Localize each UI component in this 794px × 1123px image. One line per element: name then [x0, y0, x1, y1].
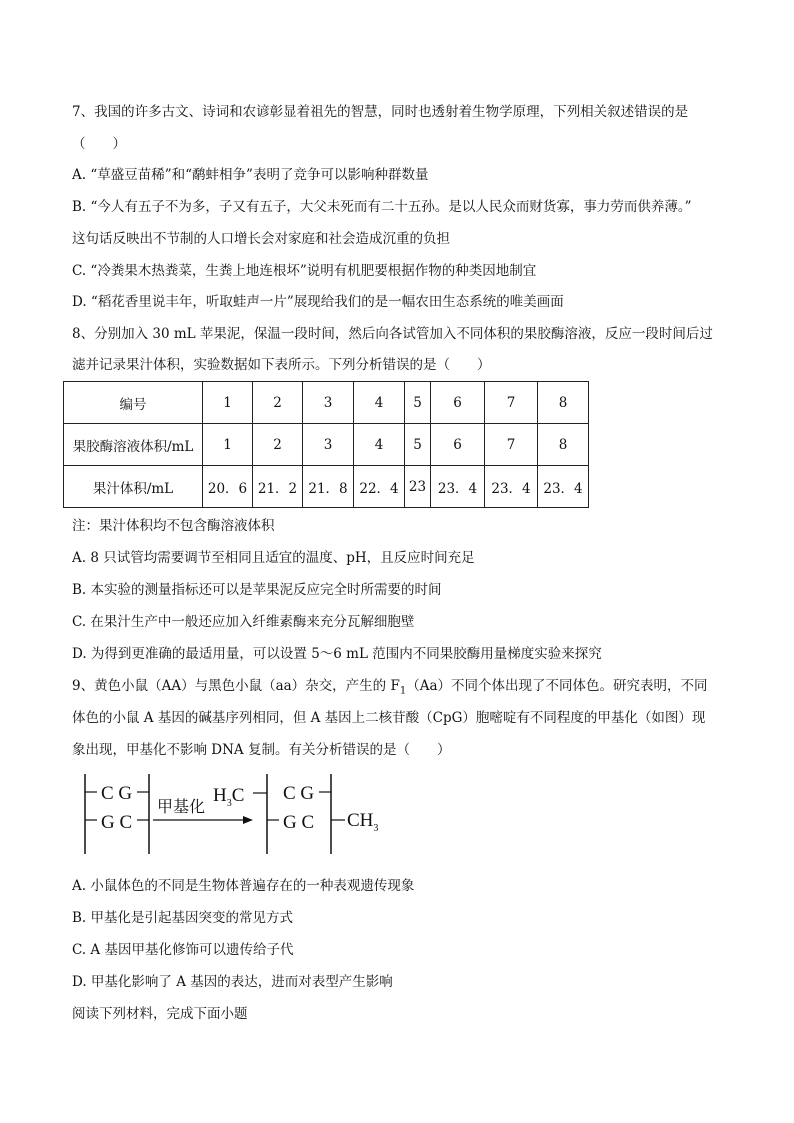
q9-option-b: B. 甲基化是引起基因突变的常见方式 — [72, 910, 294, 926]
q9-option-d: D. 甲基化影响了 A 基因的表达，进而对表型产生影响 — [72, 974, 393, 990]
q7-option-c: C. “冷粪果木热粪菜，生粪上地连根坏”说明有机肥要根据作物的种类因地制宜 — [72, 263, 537, 279]
table-cell: 1 — [203, 424, 253, 466]
table-cell: 4 — [354, 424, 405, 466]
table-row — [64, 424, 589, 466]
q7-option-b-line2: 这句话反映出不节制的人口增长会对家庭和社会造成沉重的负担 — [72, 231, 450, 247]
table-cell: 6 — [431, 424, 485, 466]
q7-stem-line1: 7、我国的许多古文、诗词和农谚彰显着祖先的智慧，同时也透射着生物学原理，下列相关叙述错误的是 — [72, 104, 689, 120]
table-cell: 20．6 — [203, 466, 253, 508]
q9-stem-line1 — [72, 676, 708, 702]
table-cell: 21．8 — [303, 466, 354, 508]
table-cell: 5 — [405, 424, 431, 466]
table-cell: 6 — [431, 382, 485, 424]
methylation-diagram — [75, 768, 395, 860]
left-top-bases: C G — [101, 783, 133, 804]
reading-instruction: 阅读下列材料，完成下面小题 — [72, 1006, 248, 1022]
q9-stem-line1-post: （Aa）不同个体出现了不同体色。研究表明，不同 — [406, 678, 708, 694]
q8-stem-line1: 8、分别加入 30 mL 苹果泥，保温一段时间，然后向各试管加入不同体积的果胶酶溶液，反应一段时间后过 — [72, 326, 713, 342]
table-cell: 8 — [538, 424, 589, 466]
q8-option-a: A. 8 只试管均需要调节至相同且适宜的温度、pH，且反应时间充足 — [72, 550, 475, 566]
table-cell: 3 — [303, 424, 354, 466]
q9-stem-line1-sub: 1 — [399, 685, 407, 697]
right-bottom-bases: G C — [283, 812, 315, 833]
q7-option-d: D. “稻花香里说丰年，听取蛙声一片”展现给我们的是一幅农田生态系统的唯美画面 — [72, 294, 564, 310]
table-cell: 2 — [253, 382, 303, 424]
table-cell: 7 — [485, 424, 538, 466]
table-row-header: 编号 — [64, 382, 203, 424]
q7-stem-line2: （ ） — [72, 136, 126, 152]
q8-option-d: D. 为得到更准确的最适用量，可以设置 5～6 mL 范围内不同果胶酶用量梯度实验来探究 — [72, 646, 602, 662]
q9-option-c: C. A 基因甲基化修饰可以遗传给子代 — [72, 942, 294, 958]
q9-stem-line3: 象出现，甲基化不影响 DNA 复制。有关分析错误的是（ ） — [72, 742, 451, 758]
h3c-group: $H_3C$ — [213, 785, 245, 809]
table-cell: 21．2 — [253, 466, 303, 508]
table-row — [64, 382, 589, 424]
q9-stem-line1-pre: 9、黄色小鼠（AA）与黑色小鼠（aa）杂交，产生的 F — [72, 678, 400, 694]
table-cell: 5 — [405, 382, 431, 424]
table-cell: 23 — [405, 466, 431, 508]
table-cell: 23．4 — [485, 466, 538, 508]
q9-stem-line2: 体色的小鼠 A 基因的碱基序列相同，但 A 基因上二核苷酸（CpG）胞嘧啶有不同程度的甲基化（如图）现 — [72, 710, 706, 726]
table-row — [64, 466, 589, 508]
q8-stem-line2: 滤并记录果汁体积，实验数据如下表所示。下列分析错误的是（ ） — [72, 357, 491, 373]
ch3-group: $CH_3$ — [347, 810, 379, 834]
q7-option-b-line1: B. “今人有五子不为多，子又有五子，大父未死而有二十五孙。是以人民众而财货寡，事力劳而供养薄。” — [72, 199, 692, 215]
q8-option-c: C. 在果汁生产中一般还应加入纤维素酶来充分瓦解细胞壁 — [72, 614, 415, 630]
table-row-header: 果汁体积/mL — [64, 466, 203, 508]
table-cell: 23．4 — [538, 466, 589, 508]
q8-option-b: B. 本实验的测量指标还可以是苹果泥反应完全时所需要的时间 — [72, 582, 442, 598]
q8-note: 注：果汁体积均不包含酶溶液体积 — [72, 518, 275, 534]
table-cell: 8 — [538, 382, 589, 424]
arrow-label: 甲基化 — [157, 799, 206, 816]
right-top-bases: C G — [283, 783, 315, 804]
table-cell: 4 — [354, 382, 405, 424]
table-row-header: 果胶酶溶液体积/mL — [64, 424, 203, 466]
q8-data-table — [63, 381, 589, 508]
table-cell: 3 — [303, 382, 354, 424]
table-cell: 23．4 — [431, 466, 485, 508]
table-cell: 7 — [485, 382, 538, 424]
table-cell: 22．4 — [354, 466, 405, 508]
table-cell: 2 — [253, 424, 303, 466]
left-bottom-bases: G C — [101, 812, 133, 833]
q7-option-a: A. “草盛豆苗稀”和“鹬蚌相争”表明了竞争可以影响种群数量 — [72, 167, 429, 183]
table-cell: 1 — [203, 382, 253, 424]
q9-option-a: A. 小鼠体色的不同是生物体普遍存在的一种表观遗传现象 — [72, 878, 415, 894]
arrow-head-icon — [243, 816, 253, 824]
